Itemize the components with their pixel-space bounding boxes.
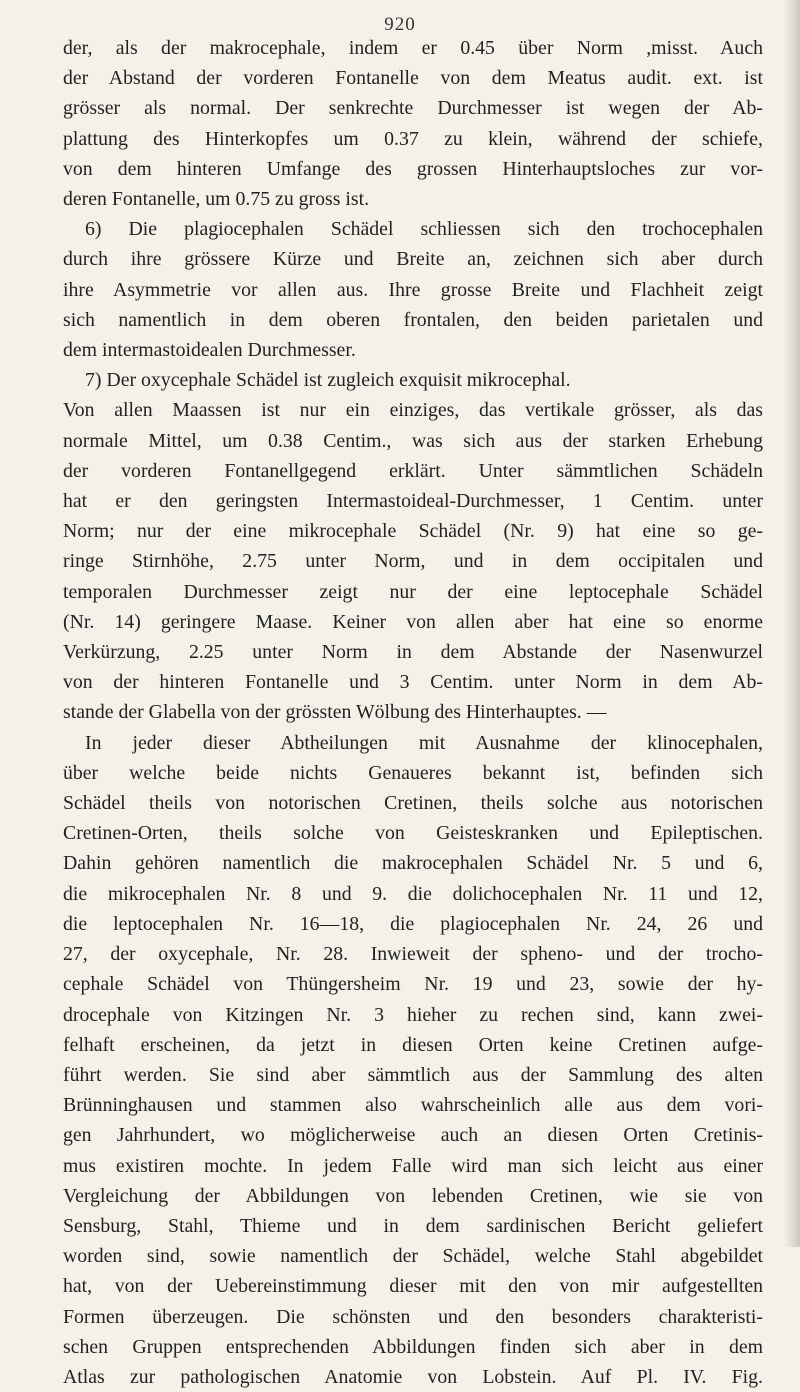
text-line: Cretinen-Orten, theils solche von Geisteskranken und Epileptischen.: [63, 822, 763, 845]
text-line: Formen überzeugen. Die schönsten und den besonders charakteristi-: [63, 1305, 763, 1328]
text-line: plattung des Hinterkopfes um 0.37 zu klein, während der schiefe,: [63, 127, 763, 150]
text-line: cephale Schädel von Thüngersheim Nr. 19 und 23, sowie der hy-: [63, 973, 763, 996]
text-line: hat, von der Uebereinstimmung dieser mit den von mir aufgestellten: [63, 1275, 763, 1298]
text-line: ihre Asymmetrie vor allen aus. Ihre grosse Breite und Flachheit zeigt: [63, 278, 763, 301]
text-line: von dem hinteren Umfange des grossen Hinterhauptsloches zur vor-: [63, 157, 763, 180]
text-line: felhaft erscheinen, da jetzt in diesen Orten keine Cretinen aufge-: [63, 1033, 763, 1056]
text-line: 27, der oxycephale, Nr. 28. Inwieweit der spheno- und der trocho-: [63, 943, 763, 966]
text-line: normale Mittel, um 0.38 Centim., was sich aus der starken Erhebung: [63, 429, 763, 452]
text-line: Sensburg, Stahl, Thieme und in dem sardinischen Bericht geliefert: [63, 1214, 763, 1237]
text-line: stande der Glabella von der grössten Wölbung des Hinterhauptes. —: [63, 701, 607, 724]
page-edge-shadow: [784, 0, 800, 1247]
text-line: 7) Der oxycephale Schädel ist zugleich exquisit mikrocephal.: [85, 369, 571, 392]
text-line: Vergleichung der Abbildungen von lebenden Cretinen, wie sie von: [63, 1184, 763, 1207]
text-line: die mikrocephalen Nr. 8 und 9. die dolichocephalen Nr. 11 und 12,: [63, 882, 763, 905]
text-line: der Abstand der vorderen Fontanelle von dem Meatus audit. ext. ist: [63, 67, 763, 90]
body-text: [63, 33, 763, 1392]
text-line: worden sind, sowie namentlich der Schädel, welche Stahl abgebildet: [63, 1245, 763, 1268]
text-line: dem intermastoidealen Durchmesser.: [63, 339, 356, 362]
text-line: Atlas zur pathologischen Anatomie von Lobstein. Auf Pl. IV. Fig.: [63, 1365, 763, 1388]
page-number: 920: [384, 14, 416, 35]
text-line: sich namentlich in dem oberen frontalen, den beiden parietalen und: [63, 308, 763, 331]
text-line: der vorderen Fontanellgegend erklärt. Unter sämmtlichen Schädeln: [63, 459, 763, 482]
text-line: ringe Stirnhöhe, 2.75 unter Norm, und in dem occipitalen und: [63, 550, 763, 573]
text-line: schen Gruppen entsprechenden Abbildungen finden sich aber in dem: [63, 1335, 763, 1358]
text-line: über welche beide nichts Genaueres bekannt ist, befinden sich: [63, 761, 763, 784]
text-line: Dahin gehören namentlich die makrocephalen Schädel Nr. 5 und 6,: [63, 852, 763, 875]
text-line: führt werden. Sie sind aber sämmtlich aus der Sammlung des alten: [63, 1063, 763, 1086]
text-line: grösser als normal. Der senkrechte Durchmesser ist wegen der Ab-: [63, 97, 763, 120]
text-line: Von allen Maassen ist nur ein einziges, das vertikale grösser, als das: [63, 399, 763, 422]
text-line: der, als der makrocephale, indem er 0.45 über Norm ,misst. Auch: [63, 37, 763, 59]
text-line: mus existiren mochte. In jedem Falle wird man sich leicht aus einer: [63, 1154, 763, 1177]
text-line: gen Jahrhundert, wo möglicherweise auch an diesen Orten Cretinis-: [63, 1124, 763, 1147]
text-line: von der hinteren Fontanelle und 3 Centim. unter Norm in dem Ab-: [63, 671, 763, 694]
text-line: In jeder dieser Abtheilungen mit Ausnahme der klinocephalen,: [85, 731, 763, 754]
text-line: deren Fontanelle, um 0.75 zu gross ist.: [63, 188, 370, 211]
text-line: durch ihre grössere Kürze und Breite an, zeichnen sich aber durch: [63, 248, 763, 271]
text-line: 6) Die plagiocephalen Schädel schliessen sich den trochocephalen: [85, 218, 763, 241]
text-line: (Nr. 14) geringere Maase. Keiner von allen aber hat eine so enorme: [63, 610, 763, 633]
text-line: Norm; nur der eine mikrocephale Schädel (Nr. 9) hat eine so ge-: [63, 520, 763, 543]
text-line: drocephale von Kitzingen Nr. 3 hieher zu rechen sind, kann zwei-: [63, 1003, 763, 1026]
text-line: Brünninghausen und stammen also wahrscheinlich alle aus dem vori-: [63, 1094, 763, 1117]
text-line: Schädel theils von notorischen Cretinen, theils solche aus notorischen: [63, 792, 763, 815]
text-line: die leptocephalen Nr. 16—18, die plagiocephalen Nr. 24, 26 und: [63, 912, 763, 935]
text-line: hat er den geringsten Intermastoideal-Durchmesser, 1 Centim. unter: [63, 490, 763, 513]
text-line: temporalen Durchmesser zeigt nur der eine leptocephale Schädel: [63, 580, 763, 603]
text-line: Verkürzung, 2.25 unter Norm in dem Abstande der Nasenwurzel: [63, 641, 763, 664]
